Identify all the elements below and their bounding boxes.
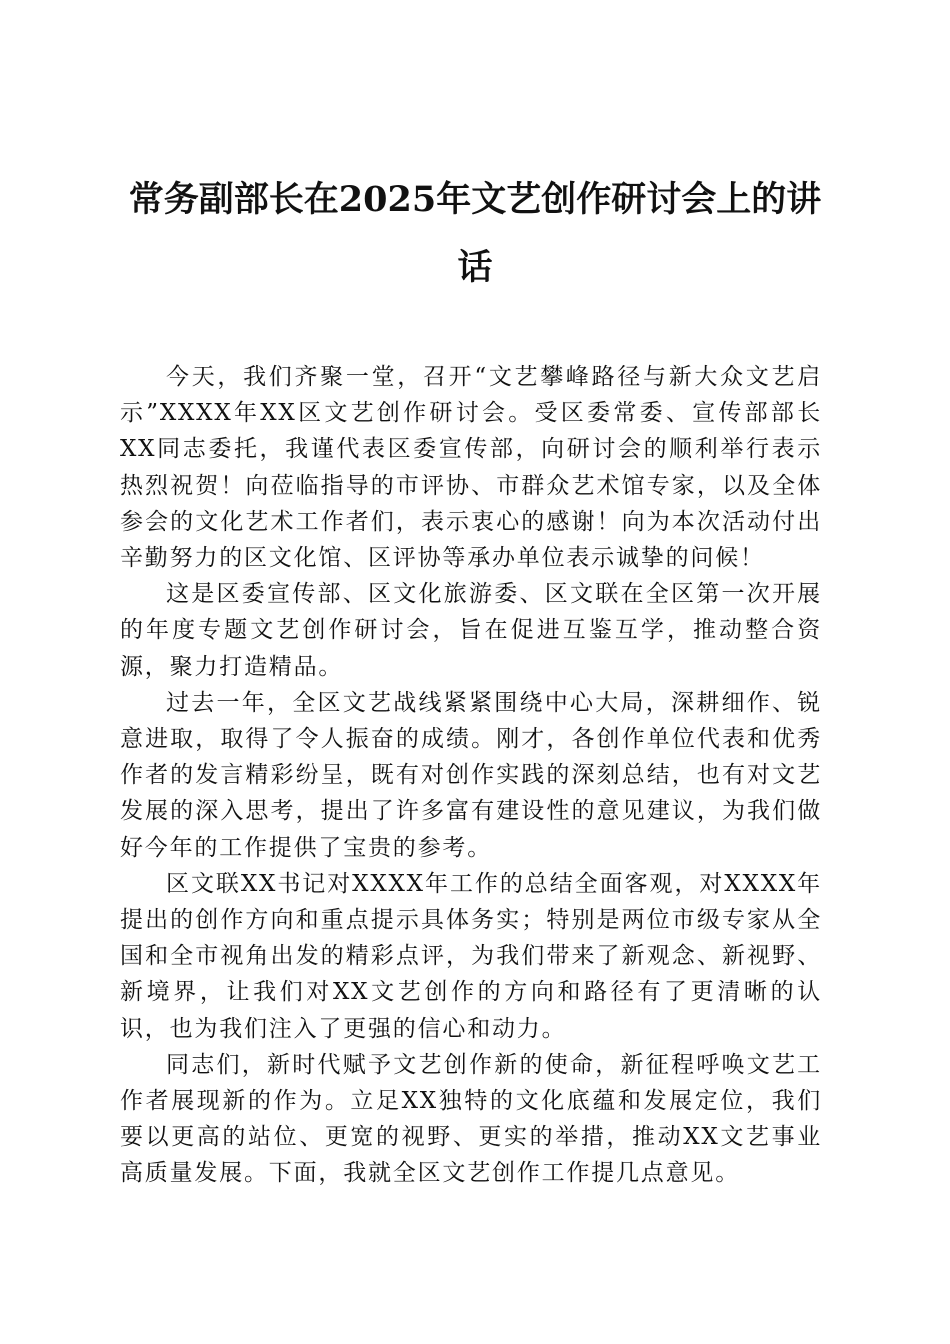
document-title: 常务副部长在2025年文艺创作研讨会上的讲话 (128, 179, 822, 288)
paragraph-outlook: 同志们，新时代赋予文艺创作新的使命，新征程呼唤文艺工作者展现新的作为。立足XX独特的文化底蕴和发展定位，我们要以更高的站位、更宽的视野、更实的举措，推动XX文艺事业高质量发展。下面，我就全区文艺创作工作提几点意见。 (120, 1051, 822, 1187)
paragraph-opening: 今天，我们齐聚一堂，召开“文艺攀峰路径与新大众文艺启示”XXXX年XX区文艺创作研讨会。受区委常委、宣传部部长XX同志委托，我谨代表区委宣传部，向研讨会的顺利举行表示热烈祝贺！向莅临指导的市评协、市群众艺术馆专家，以及全体参会的文化艺术工作者们，表示衷心的感谢！向为本次活动付出辛勤努力的区文化馆、区评协等承办单位表示诚挚的问候！ (120, 364, 822, 572)
paragraph-achievements: 过去一年，全区文艺战线紧紧围绕中心大局，深耕细作、锐意进取，取得了令人振奋的成绩。刚才，各创作单位代表和优秀作者的发言精彩纷呈，既有对创作实践的深刻总结，也有对文艺发展的深入思考，提出了许多富有建设性的意见建议，为我们做好今年的工作提供了宝贵的参考。 (120, 689, 822, 861)
paragraph-review: 区文联XX书记对XXXX年工作的总结全面客观，对XXXX年提出的创作方向和重点提示具体务实；特别是两位市级专家从全国和全市视角出发的精彩点评，为我们带来了新观念、新视野、新境界，让我们对XX文艺创作的方向和路径有了更清晰的认识，也为我们注入了更强的信心和动力。 (120, 870, 822, 1042)
document-body (120, 359, 822, 1192)
paragraph-purpose: 这是区委宣传部、区文化旅游委、区文联在全区第一次开展的年度专题文艺创作研讨会，旨在促进互鉴互学，推动整合资源，聚力打造精品。 (120, 581, 822, 680)
